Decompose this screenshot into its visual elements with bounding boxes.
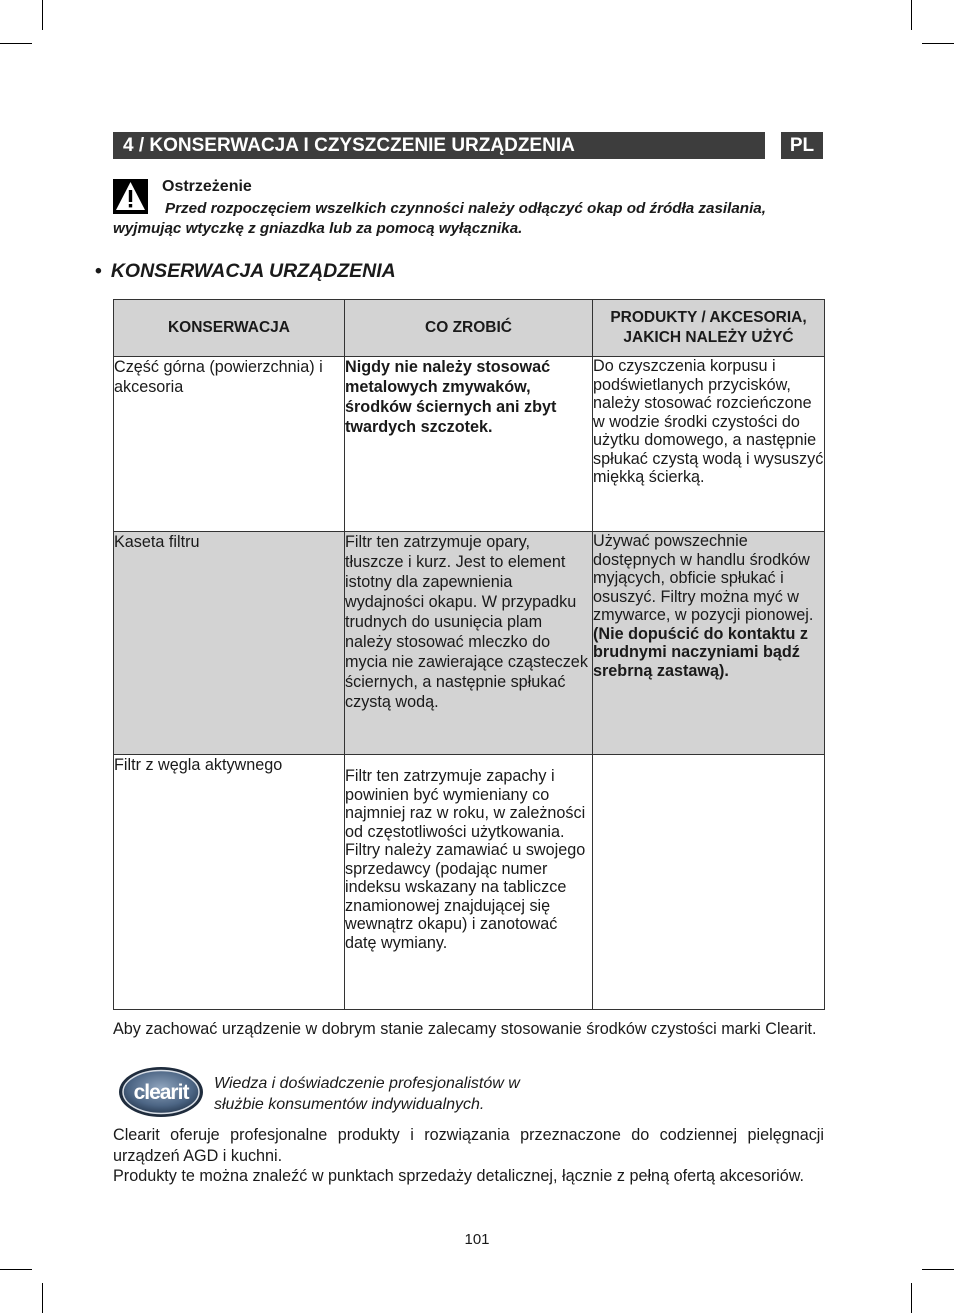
page-number: 101 [464,1231,490,1248]
products-cell [593,532,825,755]
table-header: KONSERWACJA [114,300,345,357]
products-cell [593,755,825,1010]
table-row [114,357,825,532]
slogan: Wiedza i doświadczenie profesjonalistów w służbie konsumentów indywidualnych. [214,1075,520,1113]
action-cell: Nigdy nie należy stosować metalowych zmywaków, środków ściernych ani zbyt twardych szczotek. [345,357,593,532]
crop-mark [911,0,912,30]
products-warning: (Nie dopuścić do kontaktu z brudnymi naczyniami bądź srebrną zastawą). [593,624,808,680]
crop-mark [0,1269,32,1270]
recommendation-text: Aby zachować urządzenie w dobrym stanie zalecamy stosowanie środków czystości marki Clearit. [113,1020,817,1038]
products-text: Do czyszczenia korpusu i podświetlanych przycisków, należy stosować rozcieńczone w wodzie środki czystości do użytku domowego, a następnie spłukać czystą wodą i wysuszyć miękką ścierką. [593,357,824,486]
crop-mark [42,1283,43,1313]
maintenance-table [113,299,825,1010]
table-row [114,755,825,1010]
crop-mark [922,43,954,44]
warning-title: Ostrzeżenie [162,178,252,195]
part-cell: Część górna (powierzchnia) i akcesoria [114,357,345,532]
language-badge: PL [781,132,823,159]
products-text: Używać powszechnie dostępnych w handlu środków myjących, obficie spłukać i osuszyć. Filtry można myć w zmywarce, w pozycji pionowej. [593,532,814,624]
table-row [114,532,825,755]
availability-text: Produkty te można znaleźć w punktach sprzedaży detalicznej, łącznie z pełną ofertą akcesoriów. [113,1167,805,1185]
clearit-offer-text: Clearit oferuje profesjonalne produkty i rozwiązania przeznaczone do codziennej pielęgnacji urządzeń AGD i kuchni. [113,1126,824,1165]
crop-mark [911,1283,912,1313]
clearit-logo [118,1066,204,1118]
table-header: CO ZROBIĆ [345,300,593,357]
table-header: PRODUKTY / AKCESORIA, JAKICH NALEŻY UŻYĆ [593,300,825,357]
subsection-heading [95,260,396,283]
clearit-logo-text: clearit [133,1081,189,1104]
table-header-row [114,300,825,357]
crop-mark [42,0,43,30]
action-cell: Filtr ten zatrzymuje opary, tłuszcze i kurz. Jest to element istotny dla zapewnienia wydajności okapu. W przypadku trudnych do usunięcia plam należy stosować mleczko do mycia nie zawierające cząsteczek ściernych, a następnie spłukać czystą wodą. [345,532,593,755]
part-cell: Kaseta filtru [114,532,345,755]
crop-mark [0,43,32,44]
part-cell: Filtr z węgla aktywnego [114,755,345,1010]
products-cell [593,357,825,532]
crop-mark [922,1269,954,1270]
subsection-title: KONSERWACJA URZĄDZENIA [110,260,396,282]
warning-text: Przed rozpoczęciem wszelkich czynności należy odłączyć okap od źródła zasilania, wyjmując wtyczkę z gniazdka lub za pomocą wyłącznika. [113,200,766,237]
bullet: • [95,260,102,282]
action-cell: Filtr ten zatrzymuje zapachy i powinien być wymieniany co najmniej raz w roku, w zależności od częstotliwości użytkowania. Filtry należy zamawiać u swojego sprzedawcy (podając numer indeksu wskazany na tabliczce znamionowej znajdującej się wewnątrz okapu) i zanotować datę wymiany. [345,755,593,1010]
section-title: 4 / KONSERWACJA I CZYSZCZENIE URZĄDZENIA [113,132,765,159]
